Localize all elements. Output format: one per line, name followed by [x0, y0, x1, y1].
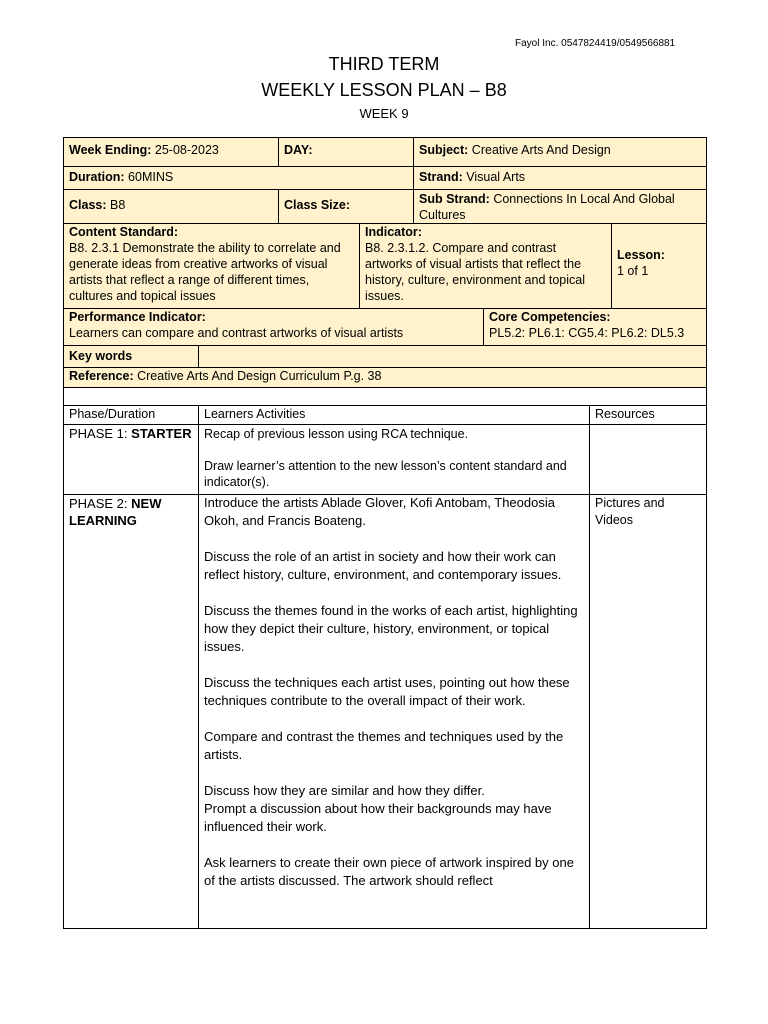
- phase1-activity-2: Draw learner’s attention to the new lesson’s content standard and indicator(s).: [204, 459, 567, 489]
- phase2-label: [63, 494, 198, 928]
- day-label: DAY:: [284, 143, 313, 157]
- class-value: B8: [110, 198, 126, 212]
- duration-cell: [63, 166, 413, 189]
- performance-label: Performance Indicator:: [69, 310, 206, 324]
- subject-value: Creative Arts And Design: [471, 143, 611, 157]
- phase1-label: [63, 424, 198, 494]
- sub-strand-label: Sub Strand:: [419, 192, 490, 206]
- title-week: WEEK 9: [359, 106, 409, 121]
- content-standard-value: B8. 2.3.1 Demonstrate the ability to correlate and generate ideas from creative artworks of visual artists that reflect a range of different times, cultures and topical issues: [69, 241, 341, 303]
- phase1-activity-1: Recap of previous lesson using RCA technique.: [204, 427, 469, 441]
- phase2-activity-3: Discuss the themes found in the works of each artist, highlighting how they depict their culture, history, environment, or topical issues.: [204, 603, 578, 654]
- lesson-label: Lesson:: [617, 248, 665, 262]
- phase2-name-line2: LEARNING: [69, 513, 137, 528]
- phase2-activity-5: Compare and contrast the themes and techniques used by the artists.: [204, 729, 564, 762]
- duration-label: Duration:: [69, 170, 125, 184]
- class-label: Class:: [69, 198, 107, 212]
- keywords-value-cell: [198, 345, 706, 367]
- day-cell: [278, 137, 413, 166]
- week-ending-value: 25-08-2023: [154, 143, 219, 157]
- content-standard-label: Content Standard:: [69, 225, 179, 239]
- content-standard-cell: [63, 223, 359, 308]
- performance-value: Learners can compare and contrast artworks of visual artists: [69, 326, 404, 340]
- phase2-resources: Pictures and Videos: [595, 496, 665, 527]
- lesson-cell: [611, 223, 706, 308]
- core-label: Core Competencies:: [489, 310, 611, 324]
- lesson-value: 1 of 1: [617, 264, 649, 278]
- phase2-activity-8: Ask learners to create their own piece of artwork inspired by one of the artists discussed. The artwork should reflect: [204, 855, 574, 888]
- phase2-activity-2: Discuss the role of an artist in society and how their work can reflect history, culture, environment, and contemporary issues.: [204, 549, 562, 582]
- reference-cell: [63, 367, 706, 387]
- phase1-activities: [198, 424, 589, 494]
- title-term: THIRD TERM: [328, 54, 440, 74]
- indicator-value: B8. 2.3.1.2. Compare and contrast artworks of visual artists that reflect the history, culture, environment and topical issues.: [365, 241, 586, 303]
- title-lesson-plan: WEEKLY LESSON PLAN – B8: [261, 80, 507, 100]
- class-size-cell: [278, 189, 413, 223]
- duration-value: 60MINS: [128, 170, 174, 184]
- indicator-label: Indicator:: [365, 225, 422, 239]
- week-ending-cell: [63, 137, 278, 166]
- phase2-activity-7: Prompt a discussion about how their backgrounds may have influenced their work.: [204, 801, 552, 834]
- indicator-cell: [359, 223, 611, 308]
- phase2-activities: [198, 494, 589, 928]
- sub-strand-cell: [413, 189, 706, 223]
- phase2-prefix: PHASE 2:: [69, 496, 128, 511]
- class-cell: [63, 189, 278, 223]
- core-competencies-cell: [483, 308, 706, 345]
- sub-strand-value: Connections In Local And Global Cultures: [419, 192, 675, 222]
- col-header-activities: Learners Activities: [204, 407, 306, 421]
- strand-value: Visual Arts: [466, 170, 526, 184]
- strand-cell: [413, 166, 706, 189]
- phase1-prefix: PHASE 1:: [69, 426, 128, 441]
- phase2-activity-1: Introduce the artists Ablade Glover, Kofi Antobam, Theodosia Okoh, and Francis Boateng.: [204, 495, 555, 528]
- keywords-cell: [63, 345, 198, 367]
- phase2-name-line1: NEW: [131, 496, 162, 511]
- performance-cell: [63, 308, 483, 345]
- core-value: PL5.2: PL6.1: CG5.4: PL6.2: DL5.3: [489, 326, 685, 340]
- reference-label: Reference:: [69, 369, 134, 383]
- col-header-phase: Phase/Duration: [69, 407, 156, 421]
- strand-label: Strand:: [419, 170, 463, 184]
- subject-label: Subject:: [419, 143, 469, 157]
- phase2-activity-4: Discuss the techniques each artist uses, pointing out how these techniques contribute to the overall impact of their work.: [204, 675, 570, 708]
- header-contact: Fayol Inc. 0547824419/0549566881: [515, 38, 676, 49]
- col-header-resources: Resources: [595, 407, 655, 421]
- phase2-activity-6: Discuss how they are similar and how they differ.: [204, 783, 485, 798]
- class-size-label: Class Size:: [284, 198, 351, 212]
- week-ending-label: Week Ending:: [69, 143, 152, 157]
- reference-value: Creative Arts And Design Curriculum P.g. 38: [137, 369, 382, 383]
- keywords-label: Key words: [69, 349, 133, 363]
- subject-cell: [413, 137, 706, 166]
- phase1-name: STARTER: [131, 426, 192, 441]
